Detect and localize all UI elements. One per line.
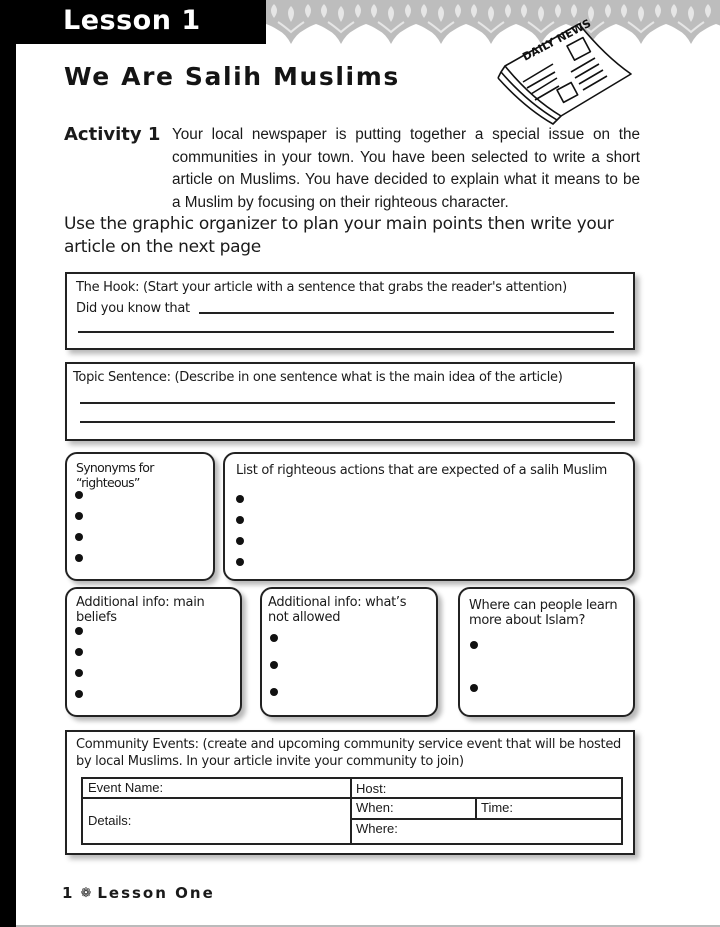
lesson-tab-label: Lesson 1 — [63, 5, 201, 36]
main-beliefs-title: Additional info: main beliefs — [76, 595, 205, 625]
bullet-point — [75, 648, 83, 656]
bullet-point — [236, 537, 244, 545]
page-title: We Are Salih Muslims — [64, 62, 400, 91]
activity-label: Activity 1 — [64, 124, 161, 145]
footer-lesson-label: Lesson One — [97, 884, 215, 902]
hook-title: The Hook: (Start your article with a sentence that grabs the reader's attention) — [76, 280, 567, 295]
topic-sentence-box — [65, 362, 635, 441]
bullet-point — [236, 516, 244, 524]
time-field[interactable]: Time: — [481, 800, 514, 815]
bullet-point — [270, 688, 278, 696]
page-footer — [62, 884, 215, 902]
learn-more-box — [458, 587, 635, 717]
host-field[interactable]: Host: — [356, 781, 387, 796]
synonyms-title: Synonyms for “righteous” — [76, 460, 154, 490]
hook-prompt: Did you know that — [76, 301, 190, 316]
bullet-point — [470, 641, 478, 649]
bullet-point — [75, 554, 83, 562]
bullet-point — [270, 661, 278, 669]
instruction-text: Use the graphic organizer to plan your main points then write your article on the next page — [64, 214, 614, 257]
topic-answer-line-2[interactable] — [80, 421, 615, 423]
bullet-point — [75, 491, 83, 499]
bullet-point — [75, 690, 83, 698]
hook-answer-line-1[interactable] — [199, 312, 614, 314]
righteous-actions-box — [223, 452, 635, 581]
main-beliefs-box — [65, 587, 242, 717]
synonyms-box — [65, 452, 215, 581]
community-events-title: Community Events: (create and upcoming community service event that will be hosted by local Muslims. In your article invite your community to join) — [76, 737, 621, 769]
when-field[interactable]: When: — [356, 800, 394, 815]
event-details-table — [81, 777, 623, 845]
svg-text:DAILY NEWS: DAILY NEWS — [520, 16, 594, 64]
hook-answer-line-2[interactable] — [78, 331, 614, 333]
where-field[interactable]: Where: — [356, 821, 398, 836]
topic-answer-line-1[interactable] — [80, 402, 615, 404]
bullet-point — [470, 684, 478, 692]
lesson-tab — [0, 0, 266, 44]
learn-more-title: Where can people learn more about Islam? — [469, 598, 618, 628]
bullet-point — [75, 533, 83, 541]
bullet-point — [236, 558, 244, 566]
bullet-point — [75, 512, 83, 520]
decorative-arabesque-border — [266, 0, 720, 46]
topic-sentence-title: Topic Sentence: (Describe in one sentence what is the main idea of the article) — [73, 370, 563, 385]
not-allowed-title: Additional info: what’s not allowed — [268, 595, 407, 625]
hook-box — [65, 272, 635, 350]
righteous-actions-title: List of righteous actions that are expected of a salih Muslim — [236, 463, 608, 478]
bullet-point — [75, 669, 83, 677]
bullet-point — [270, 634, 278, 642]
page-number: 1 — [62, 884, 75, 902]
newspaper-icon — [495, 16, 640, 126]
community-events-box — [65, 730, 635, 855]
event-name-field[interactable]: Event Name: — [88, 780, 164, 795]
bullet-point — [236, 495, 244, 503]
bullet-point — [75, 627, 83, 635]
flower-ornament-icon: ❁ — [80, 885, 92, 901]
left-black-strip — [0, 0, 16, 927]
not-allowed-box — [260, 587, 438, 717]
details-field[interactable]: Details: — [88, 813, 132, 828]
activity-description: Your local newspaper is putting together a special issue on the communities in your town. You have been selected to write a short article on Muslims. You have decided to explain what it means to be a Muslim by focusing on their righteous character. — [172, 126, 640, 211]
